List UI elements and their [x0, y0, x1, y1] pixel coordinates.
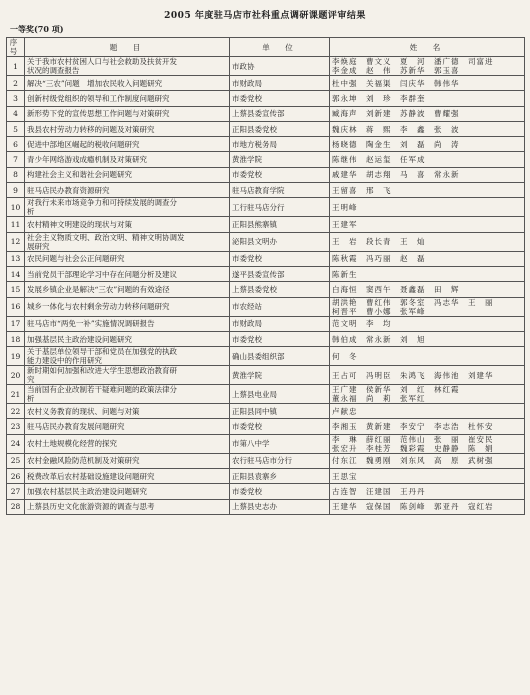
unit-cell-line: 确山县委组织部: [232, 351, 285, 361]
topic-cell-line: 解决“三农”问题 增加农民收入问题研究: [27, 78, 163, 88]
table-row: [7, 434, 525, 453]
names-cell: [330, 251, 525, 266]
table-row: [7, 331, 525, 346]
unit-cell: [230, 217, 330, 232]
unit-cell-line: 正阳县同中镇: [232, 406, 277, 416]
unit-cell: [230, 266, 330, 281]
topic-cell: [25, 469, 230, 484]
names-cell-line: 胡洪艳 曹红伟 郭冬室 冯志华 王 丽: [332, 297, 494, 307]
names-cell-line: 王广建 侯新华 刘 红 林红霞: [332, 385, 460, 395]
names-cell: [330, 484, 525, 499]
unit-cell-line: 市政协: [232, 61, 255, 71]
topic-cell-line: 农村精神文明建设的现状与对策: [27, 220, 132, 230]
topic-cell: [25, 91, 230, 106]
table-row: [7, 404, 525, 419]
unit-cell: [230, 419, 330, 434]
names-cell-line: 杨晓德 陶金生 刘 磊 尚 涛: [332, 139, 460, 149]
topic-cell: [25, 331, 230, 346]
names-cell: [330, 347, 525, 366]
unit-cell: [230, 331, 330, 346]
unit-cell: [230, 282, 330, 297]
unit-cell-line: 市委党校: [232, 334, 262, 344]
table-row: [7, 152, 525, 167]
row-number: 18: [7, 331, 25, 346]
row-number: 14: [7, 266, 25, 281]
row-number: 2: [7, 76, 25, 91]
names-cell: [330, 217, 525, 232]
unit-cell: [230, 91, 330, 106]
names-cell-line: 王 岩 段长青 王 灿: [332, 237, 426, 247]
table-body: [7, 57, 525, 515]
topic-cell: [25, 453, 230, 468]
names-cell-line: 陈新生: [332, 269, 358, 279]
names-cell: [330, 366, 525, 385]
names-cell: [330, 266, 525, 281]
unit-cell: [230, 251, 330, 266]
names-cell-line: 陈秋霞 冯巧丽 赵 磊: [332, 254, 426, 264]
topic-cell: [25, 499, 230, 514]
names-cell: [330, 316, 525, 331]
table-row: [7, 316, 525, 331]
topic-cell: [25, 251, 230, 266]
row-number: 4: [7, 106, 25, 121]
topic-cell-line: 状况的调查报告: [27, 66, 80, 75]
names-cell: [330, 152, 525, 167]
topic-cell-line: 新时期如何加强和改进大学生思想政治教育研: [27, 366, 177, 376]
unit-cell: [230, 183, 330, 198]
topic-cell-line: 新形势下党的宣传思想工作问题与对策研究: [27, 109, 170, 119]
names-cell-line: 郭永坤 刘 珍 李群奎: [332, 93, 426, 103]
names-cell-line: 卢献忠: [332, 406, 358, 416]
names-cell-line: 王留喜 邢 飞: [332, 185, 392, 195]
row-number: 17: [7, 316, 25, 331]
names-cell: [330, 137, 525, 152]
unit-cell: [230, 198, 330, 217]
names-cell-line: 付东江 魏勇刚 刘东风 高 原 武树强: [332, 456, 494, 466]
names-cell: [330, 297, 525, 316]
row-number: 20: [7, 366, 25, 385]
table-row: [7, 121, 525, 136]
unit-cell: [230, 152, 330, 167]
row-number: 25: [7, 453, 25, 468]
topic-cell-line: 农村义务教育的现状、问题与对策: [27, 406, 140, 416]
names-cell-line: 韩伯成 常永新 刘 旭: [332, 334, 426, 344]
page-title: 2005 年度驻马店市社科重点调研课题评审结果: [164, 11, 366, 21]
column-header-topic: 题 目: [25, 38, 230, 57]
topic-cell-line: 构建社会主义和谐社会问题研究: [27, 170, 132, 180]
topic-cell-line: 关于基层单位领导干部和党员在加强党的执政: [27, 347, 177, 357]
unit-cell-line: 市委党校: [232, 170, 262, 180]
unit-cell: [230, 404, 330, 419]
topic-cell-line: 当前党员干部理论学习中存在问题分析及建议: [27, 269, 177, 279]
topic-cell: [25, 183, 230, 198]
names-cell: [330, 57, 525, 76]
names-cell-line: 戚建华 胡志翔 马 喜 常永新: [332, 170, 460, 180]
row-number: 7: [7, 152, 25, 167]
unit-cell-line: 正阳县袁寨乡: [232, 471, 277, 481]
unit-cell-line: 上蔡县电业局: [232, 389, 277, 399]
topic-cell-line: 能力建设中的作用研究: [27, 356, 102, 366]
names-cell-line: 王明峰: [332, 202, 358, 212]
names-cell-line: 王建军: [332, 220, 358, 230]
topic-cell-line: 上蔡县历史文化旅游资源的调查与思考: [27, 502, 155, 512]
unit-cell-line: 泌阳县文明办: [232, 237, 277, 247]
table-row: [7, 499, 525, 514]
names-cell: [330, 183, 525, 198]
unit-cell-line: 农行驻马店市分行: [232, 456, 292, 466]
unit-cell: [230, 366, 330, 385]
row-number: 10: [7, 198, 25, 217]
topic-cell-line: 关于我市农村贫困人口与社会救助及扶贫开发: [27, 57, 177, 66]
unit-cell: [230, 385, 330, 404]
topic-cell: [25, 137, 230, 152]
topic-cell-line: 农村金融风险防范机制及对策研究: [27, 456, 140, 466]
names-cell: [330, 331, 525, 346]
names-cell-line: 杜中强 关福渠 闫庆华 韩伟华: [332, 78, 460, 88]
row-number: 15: [7, 282, 25, 297]
table-row: [7, 347, 525, 366]
row-number: 21: [7, 385, 25, 404]
topic-cell-line: 究: [27, 375, 35, 385]
names-cell-line: 李 琳 薛红丽 范伟山 张 丽 崔安民: [332, 434, 494, 444]
table-row: [7, 217, 525, 232]
row-number: 13: [7, 251, 25, 266]
topic-cell-line: 驻马店市“两免一补”实施情况调研报告: [27, 319, 155, 329]
topic-cell: [25, 106, 230, 121]
row-number: 8: [7, 167, 25, 182]
topic-cell: [25, 167, 230, 182]
unit-cell-line: 市财政局: [232, 78, 262, 88]
topic-cell-line: 当前国有企业改制若干疑难问题的政策法律分: [27, 385, 177, 395]
unit-cell-line: 市农经站: [232, 302, 262, 312]
topic-cell: [25, 232, 230, 251]
names-cell-line: 臧海声 刘新建 苏静波 曹耀强: [332, 109, 460, 119]
topic-cell-line: 展研究: [27, 241, 50, 251]
names-cell-line: 董永福 尚 莉 张军红: [332, 394, 426, 404]
row-number: 23: [7, 419, 25, 434]
unit-cell-line: 黄淮学院: [232, 155, 262, 165]
names-cell-line: 李金成 赵 伟 苏新华 郭玉喜: [332, 66, 460, 75]
table-row: [7, 76, 525, 91]
topic-cell: [25, 419, 230, 434]
names-cell: [330, 198, 525, 217]
names-cell-line: 王占可 冯明臣 朱鸿飞 海伟池 刘建华: [332, 370, 494, 380]
table-row: [7, 453, 525, 468]
topic-cell-line: 析: [27, 207, 35, 217]
row-number: 12: [7, 232, 25, 251]
row-number: 24: [7, 434, 25, 453]
names-cell-line: 白海恒 窦西午 聂鑫磊 田 辉: [332, 284, 460, 294]
unit-cell-line: 驻马店教育学院: [232, 185, 285, 195]
table-row: [7, 167, 525, 182]
unit-cell: [230, 469, 330, 484]
names-cell-line: 张宏升 李桂芳 魏彩霞 史静静 陈 娟: [332, 443, 494, 453]
row-number: 6: [7, 137, 25, 152]
topic-cell-line: 驻马店民办教育发展问题研究: [27, 422, 125, 432]
table-row: [7, 251, 525, 266]
table-row: [7, 183, 525, 198]
table-row: [7, 484, 525, 499]
topic-cell-line: 青少年网络游戏成瘾机制及对策研究: [27, 155, 147, 165]
unit-cell: [230, 76, 330, 91]
table-row: [7, 266, 525, 281]
topic-cell-line: 析: [27, 394, 35, 404]
topic-cell-line: 驻马店民办教育资源研究: [27, 185, 110, 195]
unit-cell: [230, 121, 330, 136]
row-number: 9: [7, 183, 25, 198]
unit-cell-line: 市财政局: [232, 319, 262, 329]
row-number: 3: [7, 91, 25, 106]
topic-cell-line: 农村土地规模化经营的探究: [27, 439, 117, 449]
topic-cell: [25, 198, 230, 217]
unit-cell-line: 正阳县熊寨镇: [232, 220, 277, 230]
topic-cell: [25, 57, 230, 76]
unit-cell-line: 市委党校: [232, 93, 262, 103]
table-row: [7, 91, 525, 106]
names-cell: [330, 385, 525, 404]
table-row: [7, 366, 525, 385]
row-number: 27: [7, 484, 25, 499]
unit-cell-line: 上蔡县委宣传部: [232, 109, 285, 119]
topic-cell-line: 社会主义物质文明、政治文明、精神文明协调发: [27, 232, 185, 242]
names-cell-line: 柯晋平 曹小娜 张军峰: [332, 306, 426, 316]
topic-cell: [25, 316, 230, 331]
names-cell-line: 陈继伟 赵运玺 任军成: [332, 155, 426, 165]
topic-cell-line: 农民问题与社会公正问题研究: [27, 254, 125, 264]
column-header-names: 姓 名: [330, 38, 525, 57]
unit-cell: [230, 297, 330, 316]
topic-cell: [25, 404, 230, 419]
unit-cell: [230, 316, 330, 331]
topic-cell-line: 发展乡镇企业是解决“三农”问题的有效途径: [27, 284, 170, 294]
topic-cell: [25, 434, 230, 453]
unit-cell-line: 正阳县委党校: [232, 124, 277, 134]
topic-cell: [25, 297, 230, 316]
unit-cell: [230, 499, 330, 514]
names-cell: [330, 106, 525, 121]
names-cell: [330, 499, 525, 514]
unit-cell: [230, 453, 330, 468]
topic-cell-line: 加强基层民主政治建设问题研究: [27, 334, 132, 344]
table-row: [7, 469, 525, 484]
topic-cell: [25, 484, 230, 499]
table-row: [7, 297, 525, 316]
unit-cell-line: 上蔡县史志办: [232, 502, 277, 512]
topic-cell: [25, 347, 230, 366]
row-number: 5: [7, 121, 25, 136]
names-cell: [330, 453, 525, 468]
names-cell: [330, 76, 525, 91]
names-cell-line: 王思宝: [332, 471, 358, 481]
unit-cell-line: 市委党校: [232, 422, 262, 432]
table-header-row: [7, 38, 525, 57]
table-row: [7, 282, 525, 297]
unit-cell: [230, 167, 330, 182]
unit-cell-line: 黄淮学院: [232, 370, 262, 380]
row-number: 11: [7, 217, 25, 232]
names-cell-line: 李湘玉 黄新建 李安宁 李志浩 杜怀安: [332, 422, 494, 432]
unit-cell: [230, 484, 330, 499]
column-header-unit: 单 位: [230, 38, 330, 57]
topic-cell: [25, 121, 230, 136]
table-row: [7, 137, 525, 152]
row-number: 1: [7, 57, 25, 76]
results-table: [6, 37, 525, 515]
table-row: [7, 419, 525, 434]
names-cell-line: 魏庆林 蒋 熙 李 鑫 张 波: [332, 124, 460, 134]
topic-cell: [25, 76, 230, 91]
row-number: 16: [7, 297, 25, 316]
table-row: [7, 385, 525, 404]
table-row: [7, 198, 525, 217]
topic-cell-line: 创新村级党组织的领导和工作制度问题研究: [27, 93, 170, 103]
table-row: [7, 57, 525, 76]
names-cell: [330, 232, 525, 251]
topic-cell-line: 加强农村基层民主政治建设问题研究: [27, 486, 147, 496]
table-row: [7, 232, 525, 251]
topic-cell: [25, 152, 230, 167]
award-category-heading: 一等奖(70 项): [10, 24, 64, 34]
unit-cell: [230, 347, 330, 366]
names-cell-line: 古连智 汪建国 王丹丹: [332, 486, 426, 496]
names-cell: [330, 121, 525, 136]
names-cell-line: 何 冬: [332, 351, 358, 361]
topic-cell: [25, 385, 230, 404]
unit-cell: [230, 232, 330, 251]
names-cell: [330, 419, 525, 434]
topic-cell-line: 城乡一体化与农村剩余劳动力转移问题研究: [27, 302, 170, 312]
names-cell: [330, 167, 525, 182]
unit-cell-line: 市第八中学: [232, 439, 270, 449]
row-number: 28: [7, 499, 25, 514]
names-cell: [330, 404, 525, 419]
topic-cell: [25, 282, 230, 297]
topic-cell-line: 促进中部地区崛起的税收问题研究: [27, 139, 140, 149]
unit-cell-line: 工行驻马店分行: [232, 202, 285, 212]
unit-cell-line: 市委党校: [232, 486, 262, 496]
unit-cell-line: 市委党校: [232, 254, 262, 264]
unit-cell: [230, 106, 330, 121]
topic-cell: [25, 217, 230, 232]
names-cell: [330, 469, 525, 484]
unit-cell-line: 遂平县委宣传部: [232, 269, 285, 279]
names-cell: [330, 434, 525, 453]
unit-cell: [230, 57, 330, 76]
topic-cell: [25, 366, 230, 385]
topic-cell-line: 对我行未来市场竞争力和可持续发展的调查分: [27, 198, 177, 208]
unit-cell-line: 市地方税务局: [232, 139, 277, 149]
names-cell-line: 李焕庭 曹文义 夏 河 潘广德 司富进: [332, 57, 494, 66]
topic-cell: [25, 266, 230, 281]
row-number: 26: [7, 469, 25, 484]
unit-cell: [230, 137, 330, 152]
topic-cell-line: 税费改革后农村基础设施建设问题研究: [27, 471, 155, 481]
names-cell: [330, 91, 525, 106]
names-cell: [330, 282, 525, 297]
row-number: 19: [7, 347, 25, 366]
row-number: 22: [7, 404, 25, 419]
names-cell-line: 范文明 李 均: [332, 319, 392, 329]
names-cell-line: 王建华 寇保国 陈剑峰 郭亚丹 寇红岩: [332, 502, 494, 512]
column-header-number: 序号: [7, 38, 25, 57]
table-row: [7, 106, 525, 121]
unit-cell-line: 上蔡县委党校: [232, 284, 277, 294]
topic-cell-line: 我县农村劳动力转移的问题及对策研究: [27, 124, 155, 134]
unit-cell: [230, 434, 330, 453]
